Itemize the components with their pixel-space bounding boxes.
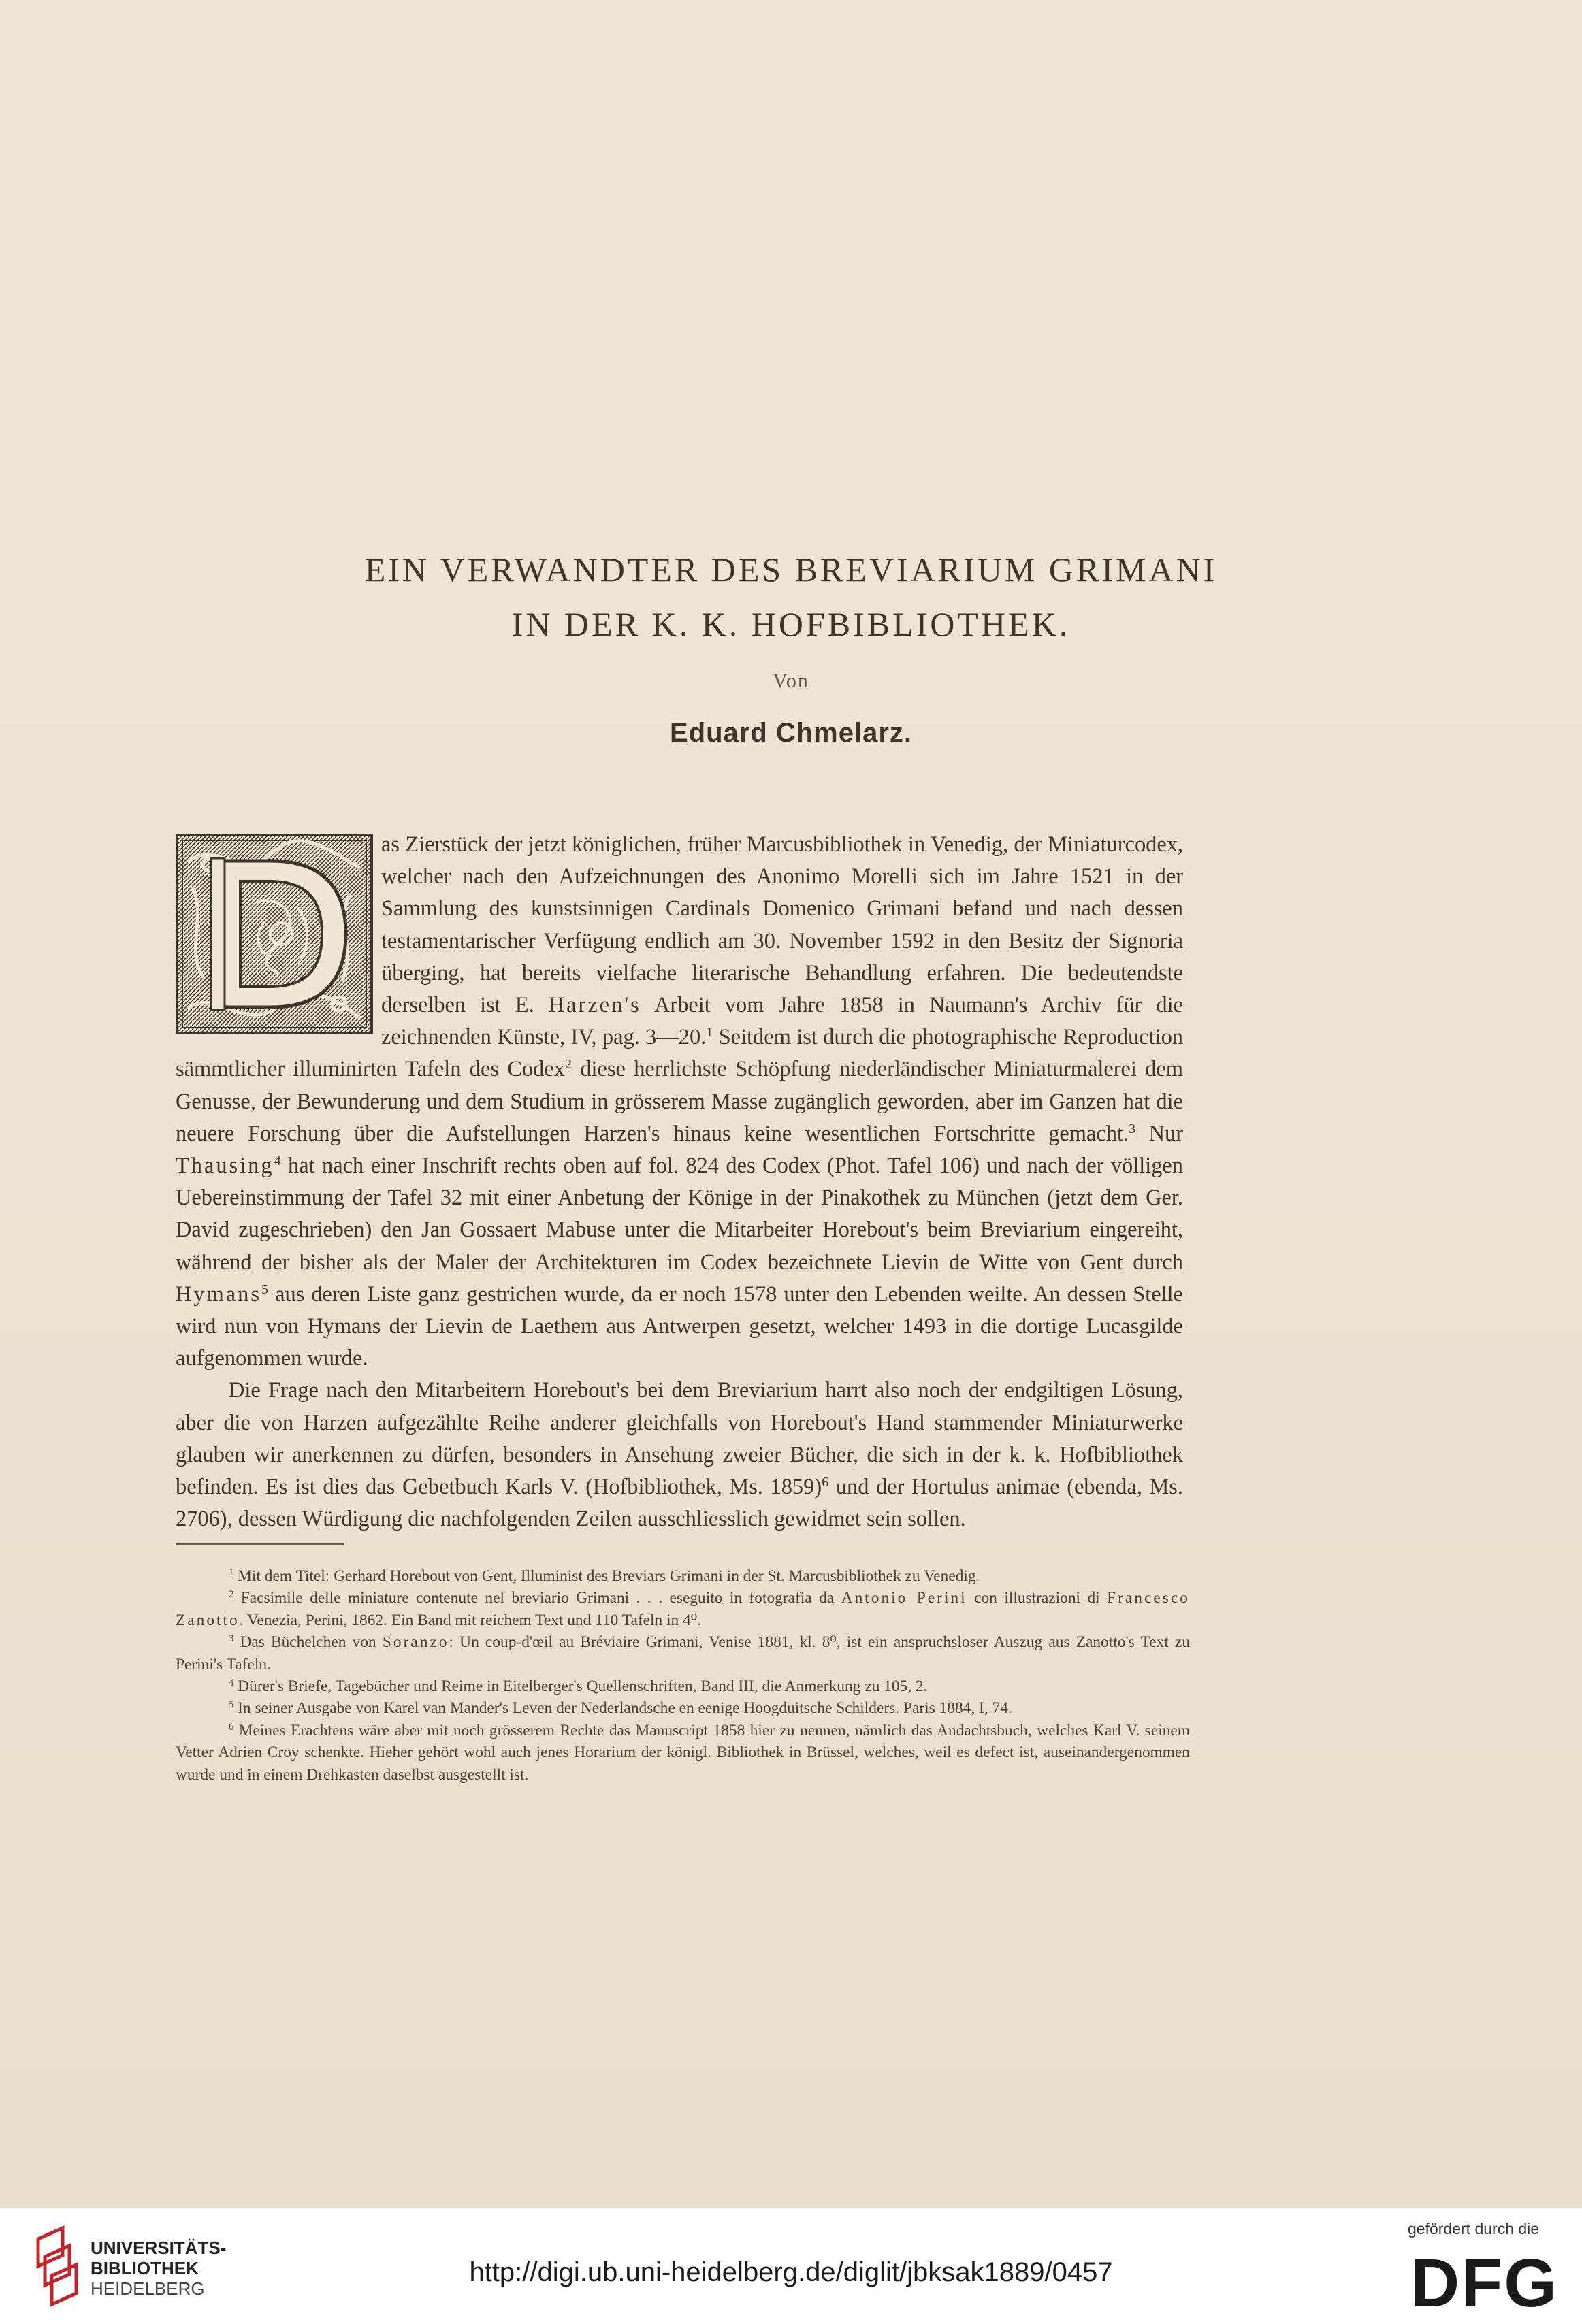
- footnote-number: 2: [229, 1589, 234, 1601]
- footnote-4: [176, 1675, 1190, 1697]
- name-soranzo: Soranzo: [382, 1633, 449, 1652]
- title-line-1: EIN VERWANDTER DES BREVIARIUM GRIMANI: [364, 551, 1218, 589]
- library-name-line-1: UNIVERSITÄTS-: [91, 2238, 227, 2258]
- text-run: Nur: [1148, 1121, 1183, 1146]
- footnote-ref-4[interactable]: 4: [274, 1153, 281, 1168]
- paragraph-2: [176, 1375, 1183, 1535]
- title-line-2: IN DER K. K. HOFBIBLIOTHEK.: [511, 605, 1071, 643]
- library-name-line-2: BIBLIOTHEK: [91, 2258, 199, 2278]
- footnote-5: [176, 1697, 1190, 1719]
- text-run: as Zierstück der jetzt königlichen, früher Marcusbibliothek in Venedig, der Miniaturcodex, welcher nach den Aufzeichnungen des Anonimo Morelli sich im Jahre 1521 in der Sammlung des kunstsinnigen Cardinals Domenico Grimani befand und nach dessen testamentarischer Verfügung endlich am 30. November 1592 in den Besitz der Signoria überging, hat bereits vielfache literarische Behandlung erfahren. Die bedeutendste derselben ist E.: [381, 832, 1183, 1018]
- text-run: Die Frage nach den Mitarbeitern Horebout's bei dem Breviarium harrt also noch der endgiltigen Lösung, aber die von Harzen aufgezählte Reihe anderer gleichfalls von Horebout's Hand stammender Miniaturwerke glauben wir anerkennen zu dürfen, besonders in Ansehung zweier Bücher, die sich in der k. k. Hofbibliothek befinden. Es ist dies das Gebetbuch Karls V. (Hofbibliothek, Ms. 1859): [176, 1378, 1183, 1500]
- footnote-text: Das Büchelchen von: [240, 1633, 376, 1652]
- footnote-text: Facsimile delle miniature contenute nel breviario Grimani . . . eseguito in fotografia da: [240, 1589, 835, 1607]
- text-run: und der Hortulus animae (ebenda, Ms. 2706), dessen Würdigung die nachfolgenden Zeilen ausschliesslich gewidmet sein sollen.: [176, 1475, 1184, 1532]
- footnote-text: Mit dem Titel: Gerhard Horebout von Gent, Illuminist des Breviars Grimani in der St. Marcusbibliothek zu Venedig.: [238, 1567, 980, 1585]
- footnote-text: In seiner Ausgabe von Karel van Mander's Leven der Nederlandsche en eenige Hoogduitsche Schilders. Paris 1884, I, 74.: [238, 1699, 1012, 1718]
- dfg-logo[interactable]: DFG: [1410, 2245, 1559, 2321]
- name-hymans: Hymans: [176, 1281, 261, 1307]
- footnote-number: 4: [229, 1677, 234, 1689]
- footnote-6: [176, 1720, 1190, 1786]
- footnote-text: . Venezia, Perini, 1862. Ein Band mit reichem Text und 110 Tafeln in 4⁰.: [239, 1611, 701, 1629]
- byline: Von: [773, 670, 809, 692]
- footnote-ref-1[interactable]: 1: [706, 1025, 713, 1041]
- text-run: aus deren Liste ganz gestrichen wurde, da er noch 1578 unter den Lebenden weilte. An dessen Stelle wird nun von Hymans der Lievin de Laethem aus Antwerpen gesetzt, welcher 1493 in die dortige Lucasgilde aufgenommen wurde.: [176, 1281, 1183, 1371]
- footnotes: [176, 1565, 1190, 1786]
- footnote-text: Meines Erachtens wäre aber mit noch grösserem Rechte das Manuscript 1858 hier zu nennen, nämlich das Andachtsbuch, welches Karl V. seinem Vetter Adrien Croy schenkte. Hieher gehört wohl auch jenes Horarium der königl. Bibliothek in Brüssel, welches, weil es defect ist, auseinandergenommen wurde und in einem Drehkasten daselbst ausgestellt ist.: [176, 1721, 1190, 1784]
- footnote-text: con illustrazioni di: [974, 1589, 1100, 1607]
- text-run: Arbeit vom Jahre 1858 in Naumann's Archiv für die zeichnenden Künste, IV, pag. 3—20.: [381, 993, 1183, 1050]
- footnote-3: [176, 1631, 1190, 1675]
- name-zanotto: Francesco Zanotto: [176, 1589, 1190, 1629]
- footnote-ref-3[interactable]: 3: [1129, 1121, 1136, 1136]
- footnote-text: Dürer's Briefe, Tagebücher und Reime in Eitelberger's Quellenschriften, Band III, die Anmerkung zu 105, 2.: [238, 1677, 928, 1696]
- permalink-url[interactable]: http://digi.ub.uni-heidelberg.de/diglit/jbksak1889/0457: [469, 2257, 1113, 2287]
- paragraph-1: [176, 829, 1183, 1375]
- text-run: hat nach einer Inschrift rechts oben auf fol. 824 des Codex (Phot. Tafel 106) und nach der völligen Uebereinstimmung der Tafel 32 mit einer Anbetung der Könige in der Pinakothek zu München (jetzt dem Ger. David zugeschrieben) den Jan Gossaert Mabuse unter die Mitarbeiter Horebout's beim Breviarium eingereiht, während der bisher als der Maler der Architekturen im Codex bezeichnete Lievin de Witte von Gent durch: [176, 1153, 1183, 1275]
- name-perini: Antonio Perini: [841, 1589, 967, 1607]
- footnote-2: [176, 1587, 1190, 1631]
- footnote-text: : Un coup-d'œil au Bréviaire Grimani, Venise 1881, kl. 8⁰, ist ein anspruchsloser Auszug aus Zanotto's Text zu Perini's Tafeln.: [176, 1633, 1190, 1673]
- footnote-number: 6: [229, 1721, 234, 1733]
- footnote-number: 1: [229, 1567, 234, 1579]
- name-thausing: Thausing: [176, 1153, 274, 1179]
- footnote-1: [176, 1565, 1190, 1587]
- footnote-number: 3: [229, 1633, 234, 1645]
- text-run: Seitdem ist durch die photographische Reproduction sämmtlicher illuminirten Tafeln des Codex: [176, 1025, 1183, 1082]
- funder-label: gefördert durch die: [1408, 2220, 1540, 2238]
- library-name-line-3: HEIDELBERG: [91, 2278, 205, 2299]
- footnote-ref-2[interactable]: 2: [564, 1057, 572, 1073]
- name-harzen: Harzen's: [548, 993, 641, 1018]
- body-text: [176, 829, 1183, 1535]
- initial-float: [176, 834, 381, 1036]
- footnote-ref-6[interactable]: 6: [822, 1475, 829, 1490]
- footnote-number: 5: [229, 1699, 234, 1711]
- footnote-ref-5[interactable]: 5: [261, 1281, 269, 1297]
- author-name: Eduard Chmelarz.: [669, 718, 913, 748]
- footnote-separator: [176, 1543, 344, 1545]
- text-run: diese herrlichste Schöpfung niederländischer Miniaturmalerei dem Genusse, der Bewunderung und dem Studium in grösserem Masse zugänglich geworden, aber im Ganzen hat die neuere Forschung über die Aufstellungen Harzen's hinaus keine wesentlichen Fortschritte gemacht.: [176, 1057, 1183, 1146]
